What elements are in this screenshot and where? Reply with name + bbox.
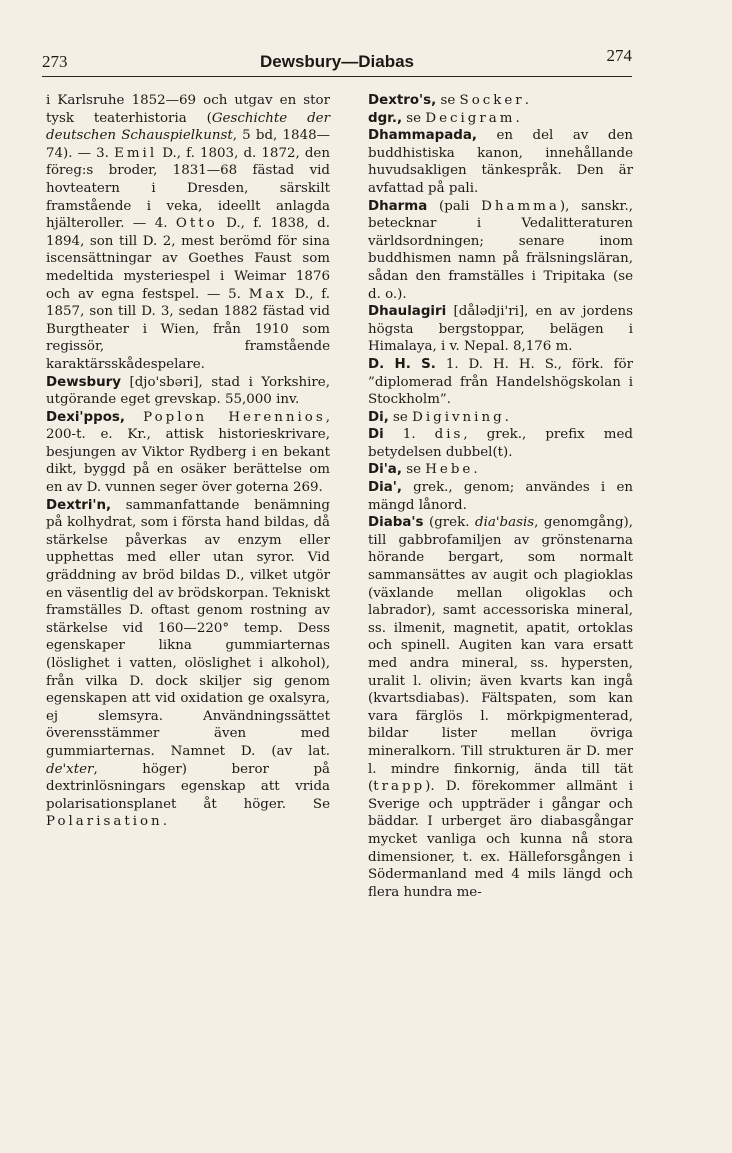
- entry-dhammapada: Dhammapada, en del av den buddhistiska kanon, innehållande huvudsakligen tänkespråk. Den är avfattad på pali.: [368, 128, 633, 196]
- left-page-number: 273: [42, 52, 68, 71]
- entry-dextrin: Dextri'n, sammanfattande benämning på kolhydrat, som i första hand bildas, då stärkelse påverkas av enzym eller upphettas med eller utan syror. Vid gräddning av bröd bildas D., vilket utgör en väsentlig del av brödskorpan. Tekniskt framställes D. oftast genom rostning av stärkelse vid 160—220° temp. Dess egenskaper likna gummiarternas (löslighet i vatten, olöslighet i alkohol), från vilka D. dock skiljer sig genom egenskapen att vid oxidation ge oxalsyra, ej slemsyra. Användningssättet överensstämmer även med gummiarternas. Namnet D. (av lat. de'xter, höger) beror på dextrinlösningars egenskap att vrida polarisationsplanet åt höger. Se Polarisation.: [46, 497, 330, 830]
- entry-diabas: Diaba's (grek. dia'basis, genomgång), till gabbrofamiljen av grönstenarna hörande bergart, som normalt sammansättes av augit och plagioklas (växlande mellan oligoklas och labrador), samt accessoriska mineral, ss. ilmenit, magnetit, apatit, ortoklas och spinell. Augiten kan vara ersatt med andra mineral, ss. hypersten, uralit l. olivin; även kvarts kan ingå (kvartsdiabas). Fältspaten, som kan vara färglös l. mörkpigmenterad, bildar lister mellan övriga mineralkorn. Till strukturen är D. mer l. mindre finkornig, ända till tät (trapp). D. förekommer allmänt i Sverige och uppträder i gångar och bäddar. I urberget äro diabasgångar mycket vanliga och kunna nå stora dimensioner, t. ex. Hälleforsgången i Södermanland med 4 mils längd och flera hundra me-: [368, 515, 634, 900]
- entry-dia-1: Di'a, se Hebe.: [368, 462, 478, 478]
- entry-dgr: dgr., se Decigram.: [368, 110, 520, 126]
- entry-dharma: Dharma (pali Dhamma), sanskr., betecknar i Vedalitteraturen världsordningen; senare inom buddhismen namn på frälsningsläran, sådan den framställes i Tripitaka (se d. o.).: [368, 198, 633, 302]
- right-column: [368, 92, 633, 901]
- entry-dia-2: Dia', grek., genom; användes i en mängd lånord.: [368, 480, 633, 513]
- right-page-number: 274: [606, 46, 632, 65]
- header-title: Dewsbury—Diabas: [260, 52, 414, 71]
- entry-dextros: Dextro's, se Socker.: [368, 93, 529, 108]
- running-header: [42, 46, 632, 74]
- entry-dewsbury: Dewsbury [djo'sbəri], stad i Yorkshire, utgörande eget grevskap. 55,000 inv.: [46, 374, 330, 408]
- header-rule: [42, 76, 632, 77]
- entry-dhs: D. H. S. 1. D. H. H. S., förk. för ”diplomerad från Handelshögskolan i Stockholm”.: [368, 356, 633, 408]
- entry-dhaulagiri: Dhaulagiri [dålədji'ri], en av jordens högsta bergstoppar, belägen i Himalaya, i v. Nepal. 8,176 m.: [368, 304, 633, 355]
- left-column: [46, 92, 330, 831]
- entry-di-1: Di, se Digivning.: [368, 409, 509, 425]
- entry-continuation: i Karlsruhe 1852—69 och utgav en stor tysk teaterhistoria (Geschichte der deutschen Schauspielkunst, 5 bd, 1848—74). — 3. Emil D., f. 1803, d. 1872, den föreg:s broder, 1831—68 fästad vid hovteatern i Dresden, särskilt framstående i veka, ideellt anlagda hjälteroller. — 4. Otto D., f. 1838, d. 1894, son till D. 2, mest berömd för sina iscensättningar av Goethes Faust som medeltida mysteriespel i Weimar 1876 och av egna festspel. — 5. Max D., f. 1857, son till D. 3, sedan 1882 fästad vid Burgtheater i Wien, från 1910 som regissör, framstående karaktärsskådespelare.: [46, 93, 330, 372]
- entry-di-2: Di 1. dis, grek., prefix med betydelsen dubbel(t).: [368, 427, 633, 460]
- entry-dexippos: Dexi'ppos, Poplon Herennios, 200-t. e. Kr., attisk historieskrivare, besjungen av Viktor Rydberg i en bekant dikt, byggd på en osäker berättelse om en av D. vunnen seger över goterna 269.: [46, 409, 330, 496]
